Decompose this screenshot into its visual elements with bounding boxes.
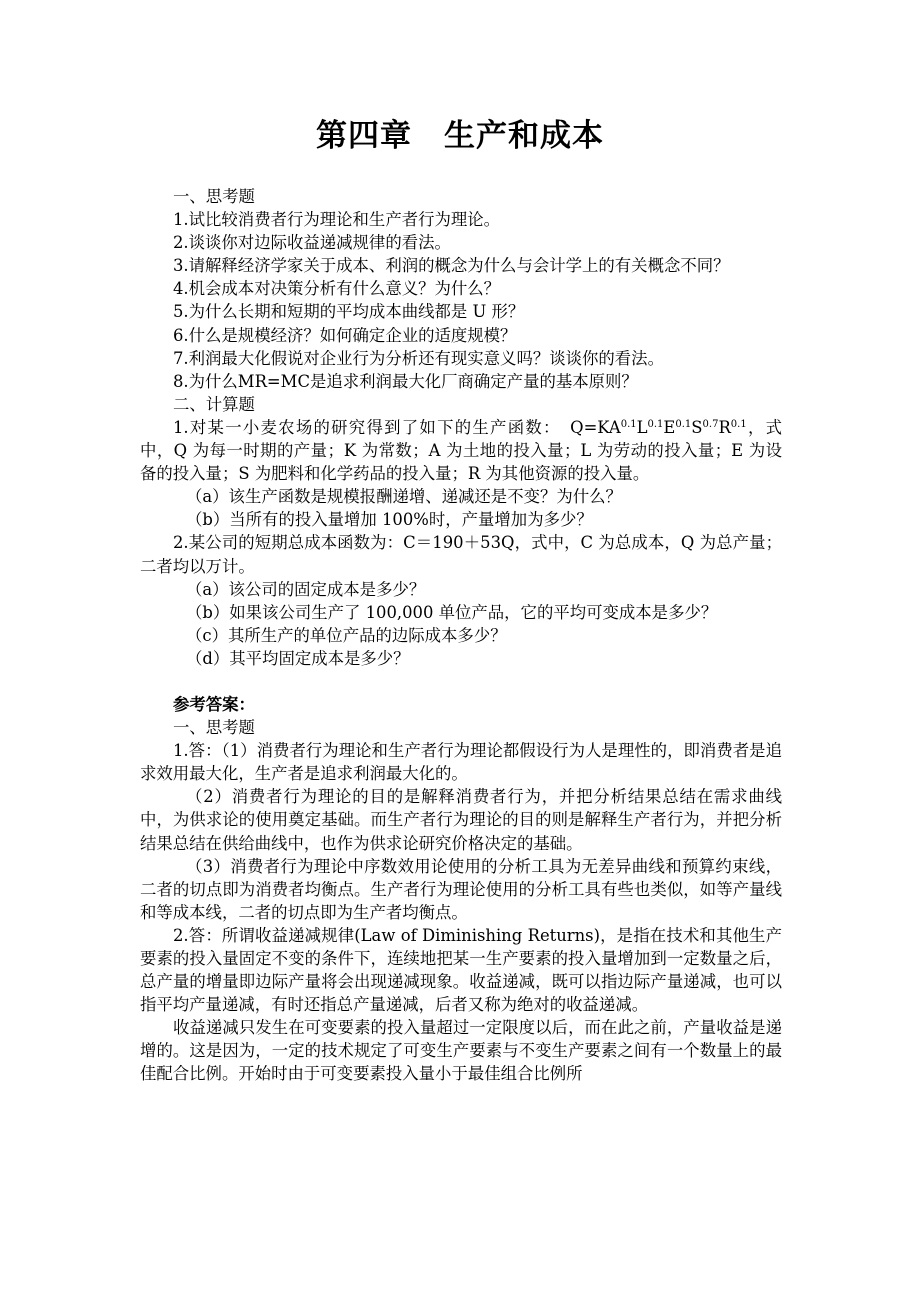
section-heading-calculation: 二、计算题 [173,394,255,414]
calc-problem-1b: （b）当所有的投入量增加 100%时，产量增加为多少？ [186,510,593,530]
calc-problem-2c: （c）其所生产的单位产品的边际成本多少？ [186,625,507,645]
exponent-l: 0.1 [647,418,664,430]
calc-problem-2d: （d）其平均固定成本是多少？ [186,648,410,668]
answer-1-part-3: （3）消费者行为理论中序数效用论使用的分析工具为无差异曲线和预算约束线，二者的切点即为消费者均衡点。生产者行为理论使用的分析工具有些也类似，如等产量线和等成本线，二者的切点即为生产者均衡点。 [140,856,782,922]
problem-1-definitions: 式中，Q 为每一时期的产量；K 为常数；A 为土地的投入量；L 为劳动的投入量；E 为设备的投入量；S 为肥料和化学药品的投入量；R 为其他资源的投入量。 [140,417,782,484]
calc-problem-2a: （a）该公司的固定成本是多少？ [186,579,426,599]
exponent-s: 0.7 [702,418,719,430]
answer-1-part-2: （2）消费者行为理论的目的是解释消费者行为，并把分析结果总结在需求曲线中，为供求论的使用奠定基础。而生产者行为理论的目的则是解释生产者行为，并把分析结果总结在供给曲线中，也作为供求论研究价格决定的基础。 [140,787,782,853]
exponent-e: 0.1 [675,418,692,430]
question-3: 3.请解释经济学家关于成本、利润的概念为什么与会计学上的有关概念不同？ [173,256,730,276]
var-e: E [663,417,676,437]
problem-1-intro: 1.对某一小麦农场的研究得到了如下的生产函数： Q=KA [173,417,621,437]
question-1: 1.试比较消费者行为理论和生产者行为理论。 [173,210,501,230]
document-body [140,185,782,1086]
exponent-r: 0.1 [730,418,747,430]
problem-1-comma: ， [746,417,766,437]
var-s: S [691,417,703,437]
var-l: L [636,417,648,437]
section-heading-thinking: 一、思考题 [173,187,255,206]
answer-2-part-2: 收益递减只发生在可变要素的投入量超过一定限度以后，而在此之前，产量收益是递增的。这是因为，一定的技术规定了可变生产要素与不变生产要素之间有一个数量上的最佳配合比例。开始时由于可变要素投入量小于最佳组合比例所 [140,1018,782,1084]
calc-problem-1 [140,416,782,485]
question-7: 7.利润最大化假说对企业行为分析还有现实意义吗？谈谈你的看法。 [173,348,664,368]
answers-heading: 参考答案： [173,694,255,714]
calc-problem-2: 2.某公司的短期总成本函数为：C＝190＋53Q，式中，C 为总成本，Q 为总产量；二者均以万计。 [140,533,782,576]
question-5: 5.为什么长期和短期的平均成本曲线都是 U 形？ [173,302,525,322]
question-4: 4.机会成本对决策分析有什么意义？为什么？ [173,279,501,299]
answer-2-part-1: 2.答：所谓收益递减规律(Law of Diminishing Returns)，是指在技术和其他生产要素的投入量固定不变的条件下，连续地把某一生产要素的投入量增加到一定数量之后，总产量的增量即边际产量将会出现递减现象。收益递减，既可以指边际产量递减，也可以指平均产量递减，有时还指总产量递减，后者又称为绝对的收益递减。 [140,925,782,1015]
chapter-title: 第四章 生产和成本 [316,118,604,154]
var-r: R [718,417,731,437]
section-spacer [140,670,782,693]
question-6: 6.什么是规模经济？如何确定企业的适度规模？ [173,325,517,345]
answer-1-part-1: 1.答：（1）消费者行为理论和生产者行为理论都假设行为人是理性的，即消费者是追求效用最大化，生产者是追求利润最大化的。 [140,741,782,784]
answers-subheading: 一、思考题 [173,718,255,738]
calc-problem-2b: （b）如果该公司生产了 100,000 单位产品，它的平均可变成本是多少？ [186,602,718,622]
question-8: 8.为什么MR=MC是追求利润最大化厂商确定产量的基本原则？ [173,371,638,391]
exponent-a: 0.1 [620,418,637,430]
calc-problem-1a: （a）该生产函数是规模报酬递增、递减还是不变？为什么？ [186,487,622,507]
question-2: 2.谈谈你对边际收益递减规律的看法。 [173,233,451,253]
